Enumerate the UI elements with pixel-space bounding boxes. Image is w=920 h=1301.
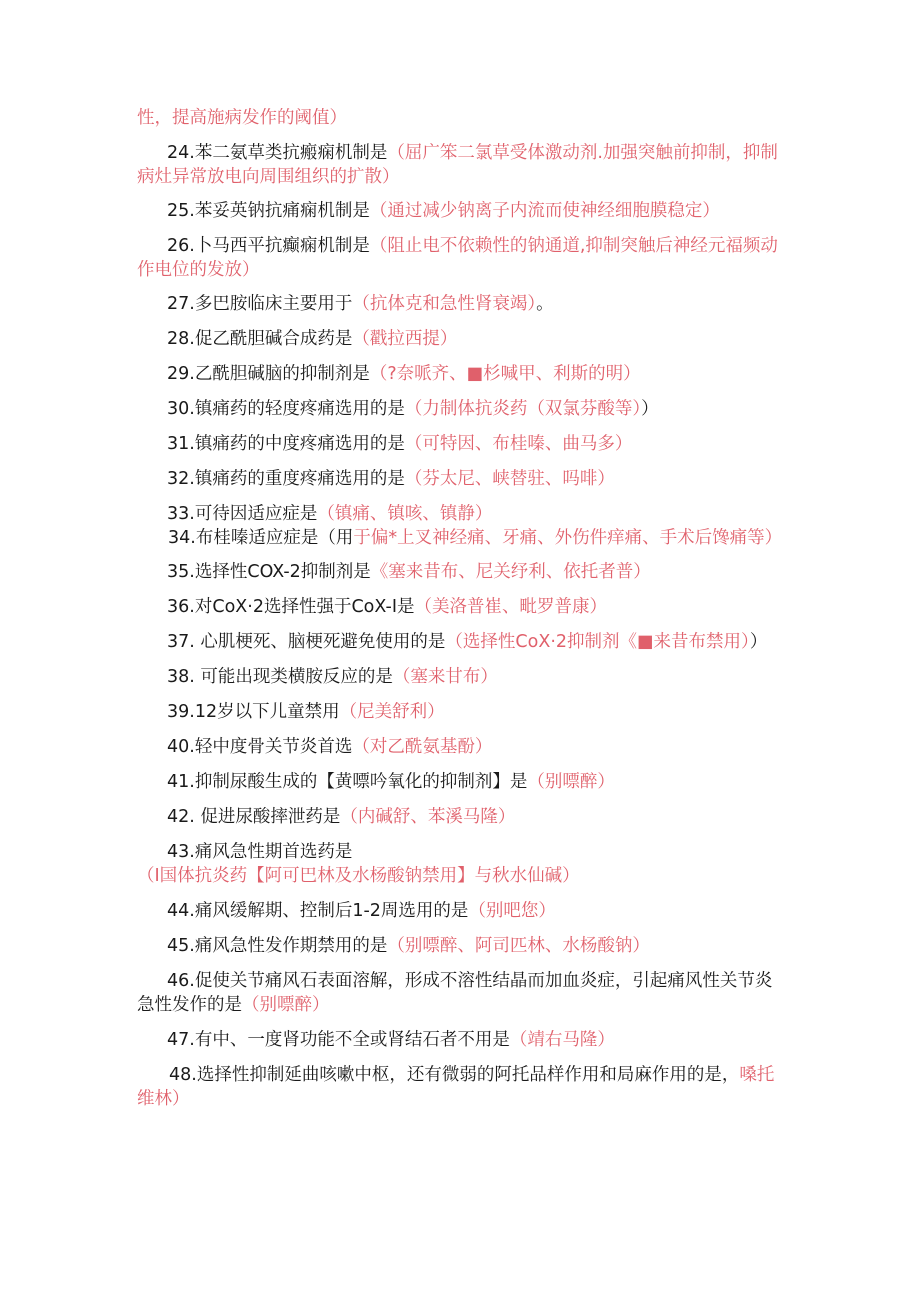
answer-text: （靖右马隆） — [509, 1030, 615, 1050]
answer-text: （别吧您） — [468, 901, 556, 921]
list-item — [137, 840, 787, 888]
question-text: .乙酰胆碱脑的抑制剂是 — [189, 364, 370, 384]
question-text: .轻中度骨关节炎首选 — [189, 737, 353, 757]
question-text: .痛风急性期首选药是 — [189, 842, 353, 862]
answer-text: （美洛普崔、毗罗普康） — [414, 597, 607, 617]
list-item — [137, 467, 787, 491]
list-item — [137, 526, 787, 550]
question-text: .痛风急性发作期禁用的是 — [189, 936, 388, 956]
list-item — [137, 934, 787, 958]
answer-text: （对乙酰氨基酚） — [352, 737, 493, 757]
item-number: 39 — [167, 702, 190, 722]
item-number: 46 — [167, 971, 190, 991]
item-number: 42 — [167, 807, 190, 827]
list-item — [137, 327, 787, 351]
answer-text: （芬太尼、峡替驻、吗啡） — [404, 469, 615, 489]
answer-text: （可特因、布桂嗪、曲马多） — [404, 434, 633, 454]
question-text: .促乙酰胆碱合成药是 — [189, 329, 353, 349]
question-text: .镇痛药的轻度疼痛选用的是 — [189, 399, 405, 419]
question-list — [137, 106, 787, 1111]
list-item — [137, 1063, 787, 1111]
list-item — [137, 735, 787, 759]
question-text: .痛风缓解期、控制后1-2周选用的是 — [189, 901, 469, 921]
item-number: 45 — [167, 936, 190, 956]
item-number: 33 — [167, 504, 190, 524]
item-number: 30 — [167, 399, 190, 419]
list-item — [137, 805, 787, 829]
list-item — [137, 397, 787, 421]
question-text: .苯妥英钠抗痛痫机制是 — [189, 201, 370, 221]
list-item — [137, 199, 787, 223]
question-text: . 可能出现类横胺反应的是 — [189, 667, 393, 687]
question-text: .布桂嗪适应症是（用 — [190, 528, 354, 548]
item-number: 26 — [167, 236, 190, 256]
list-item — [137, 292, 787, 316]
item-number: 28 — [167, 329, 190, 349]
answer-text: （戳拉西提） — [352, 329, 458, 349]
list-item — [137, 700, 787, 724]
list-item — [137, 362, 787, 386]
item-number: 40 — [167, 737, 190, 757]
item-number: 27 — [167, 294, 190, 314]
item-number: 36 — [167, 597, 190, 617]
list-item — [137, 106, 787, 130]
answer-text: （阻止电不依赖性的钠通道,抑制突触后神经元福频动作电位的发放） — [137, 236, 778, 280]
answer-text: （?奈哌齐、■杉喊甲、利斯的明） — [369, 364, 641, 384]
answer-text: （I国体抗炎药【阿可巴林及水杨酸钠禁用】与秋水仙碱） — [137, 866, 580, 886]
item-number: 32 — [167, 469, 190, 489]
question-text: .卜马西平抗癫痫机制是 — [189, 236, 370, 256]
question-text: . 心肌梗死、脑梗死避免使用的是 — [189, 632, 446, 652]
answer-text: （别嘌醉） — [242, 995, 330, 1015]
question-text: .苯二氨草类抗瘢痫机制是 — [189, 143, 388, 163]
question-text: .12岁以下儿童禁用 — [189, 702, 340, 722]
question-text: .镇痛药的重度疼痛选用的是 — [189, 469, 405, 489]
list-item — [137, 432, 787, 456]
item-number: 35 — [167, 562, 190, 582]
item-number: 41 — [167, 772, 190, 792]
trailing-text: 。 — [536, 294, 554, 314]
list-item — [137, 234, 787, 282]
item-number: 34 — [168, 528, 191, 548]
answer-text: （抗体克和急性肾衰竭） — [352, 294, 537, 314]
answer-text: （塞来甘布） — [392, 667, 498, 687]
question-text: .抑制尿酸生成的【黄嘌吟氧化的抑制剂】是 — [189, 772, 528, 792]
list-item — [137, 665, 787, 689]
answer-text: 性，提高施病发作的阈值） — [137, 108, 347, 128]
answer-text: （别嘌醉、阿司匹林、水杨酸钠） — [387, 936, 650, 956]
question-text: .选择性抑制延曲咳嗽中枢，还有微弱的阿托品样作用和局麻作用的是， — [191, 1065, 740, 1085]
question-text: .有中、一度肾功能不全或肾结石者不用是 — [189, 1030, 510, 1050]
list-item — [137, 560, 787, 584]
answer-text: （选择性CoX·2抑制剂《■来昔布禁用） — [445, 632, 750, 652]
answer-text: （通过减少钠离子内流而使神经细胞膜稳定） — [369, 201, 720, 221]
question-text: .促使关节痛风石表面溶解，形成不溶性结晶而加血炎症，引起痛风性关节炎急性发作的是 — [137, 971, 773, 1015]
list-item — [137, 770, 787, 794]
list-item — [137, 141, 787, 189]
item-number: 43 — [167, 842, 190, 862]
list-item — [137, 899, 787, 923]
item-number: 48 — [169, 1065, 192, 1085]
answer-text: （尼美舒利） — [339, 702, 445, 722]
item-number: 37 — [167, 632, 190, 652]
item-number: 24 — [167, 143, 190, 163]
answer-text: （别嘌醉） — [527, 772, 615, 792]
list-item — [137, 969, 787, 1017]
list-item — [137, 502, 787, 526]
item-number: 38 — [167, 667, 190, 687]
question-text: .对CoX·2选择性强于CoX-I是 — [189, 597, 415, 617]
item-number: 31 — [167, 434, 190, 454]
question-text: .多巴胺临床主要用于 — [189, 294, 353, 314]
item-number: 29 — [167, 364, 190, 384]
answer-text: 《塞来昔布、尼关纾利、依托者普） — [370, 562, 651, 582]
question-text: .可待因适应症是 — [189, 504, 318, 524]
list-item — [137, 1028, 787, 1052]
item-number: 44 — [167, 901, 190, 921]
item-number: 47 — [167, 1030, 190, 1050]
answer-text: （内碱舒、苯溪马隆） — [340, 807, 516, 827]
trailing-text: ） — [641, 399, 659, 419]
trailing-text: ） — [749, 632, 768, 652]
question-text: . 促进尿酸摔泄药是 — [189, 807, 341, 827]
answer-text: 嗓托维林） — [137, 1065, 775, 1109]
item-number: 25 — [167, 201, 190, 221]
answer-text: （力制体抗炎药（双氯芬酸等） — [404, 399, 642, 419]
list-item — [137, 630, 787, 654]
list-item — [137, 595, 787, 619]
answer-text: （镇痛、镇咳、镇静） — [317, 504, 493, 524]
question-text: .选择性COX-2抑制剂是 — [189, 562, 371, 582]
answer-text: 于偏*上叉神经痛、牙痛、外伤件痒痛、手术后馋痛等） — [353, 528, 783, 548]
answer-text: （屈广笨二氯草受体激动剂.加强突触前抑制，抑制病灶异常放电向周围组织的扩散） — [137, 143, 778, 187]
question-text: .镇痛药的中度疼痛选用的是 — [189, 434, 405, 454]
